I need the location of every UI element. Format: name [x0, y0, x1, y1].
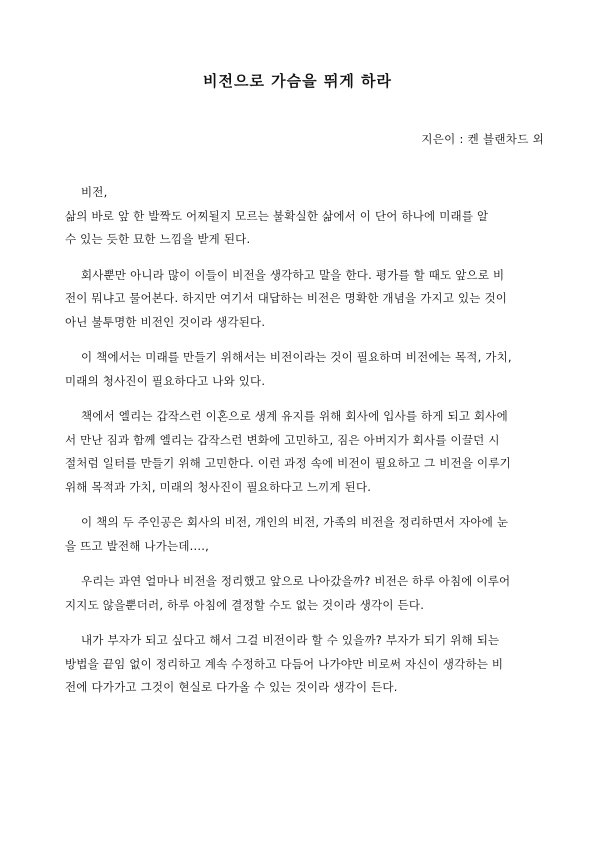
- paragraph-line: 절처럼 일터를 만들기 위해 고민한다. 이런 과정 속에 비전이 필요하고 그 비전을 이루기: [65, 456, 511, 470]
- paragraph: [65, 181, 545, 252]
- paragraph-line: 회사뿐만 아니라 많이 이들이 비전을 생각하고 말을 한다. 평가를 할 때도 앞으로 비: [81, 267, 505, 282]
- paragraph: [65, 346, 545, 393]
- paragraph-line: 아닌 불투명한 비전인 것이라 생각된다.: [65, 314, 266, 329]
- document-title: 비전으로 가슴을 뛰게 하라: [202, 72, 393, 90]
- paragraph-line: 전이 뭐냐고 물어본다. 하지만 여기서 대답하는 비전은 명확한 개념을 가지고 있는 것이: [65, 291, 508, 305]
- paragraph-line: 삶의 바로 앞 한 발짝도 어찌될지 모르는 불확실한 삶에서 이 단어 하나에 미래를 알: [65, 208, 489, 223]
- paragraph-line: 위해 목적과 가치, 미래의 청사진이 필요하다고 느끼게 된다.: [65, 479, 372, 494]
- paragraph: [65, 511, 545, 558]
- paragraph-line: 방법을 끝임 없이 정리하고 계속 수정하고 다듬어 나가야만 비로써 자신이 생각하는 비: [65, 656, 504, 671]
- document-body: [65, 181, 545, 712]
- paragraph: [65, 570, 545, 617]
- paragraph-line: 전에 다가가고 그것이 현실로 다가올 수 있는 것이라 생각이 든다.: [65, 680, 398, 694]
- paragraph: [65, 264, 545, 335]
- paragraph-line: 지지도 않을뿐더러, 하루 아침에 결정할 수도 없는 것이라 생각이 든다.: [65, 597, 425, 612]
- paragraph-line: 이 책의 두 주인공은 회사의 비전, 개인의 비전, 가족의 비전을 정리하면서 자아에 눈: [81, 515, 509, 529]
- paragraph-line: 내가 부자가 되고 싶다고 해서 그걸 비전이라 할 수 있을까? 부자가 되기 위해 되는: [81, 633, 500, 647]
- paragraph-line: 을 뜨고 발전해 나가는데....,: [65, 538, 209, 553]
- document-author: 지은이 : 켄 블랜차드 외: [421, 132, 544, 146]
- paragraph-line: 비전,: [81, 185, 108, 199]
- paragraph-line: 책에서 엘리는 갑작스런 이혼으로 생계 유지를 위해 회사에 입사를 하게 되고 회사에: [81, 409, 508, 423]
- paragraph-line: 서 만난 짐과 함께 엘리는 갑작스런 변화에 고민하고, 짐은 아버지가 회사를 이끌던 시: [65, 432, 500, 447]
- paragraph-line: 미래의 청사진이 필요하다고 나와 있다.: [65, 373, 266, 388]
- paragraph: [65, 629, 545, 700]
- paragraph-line: 우리는 과연 얼마나 비전을 정리했고 앞으로 나아갔을까? 비전은 하루 아침에 이루어: [81, 574, 511, 588]
- paragraph-line: 이 책에서는 미래를 만들기 위해서는 비전이라는 것이 필요하며 비전에는 목적, 가치,: [81, 350, 512, 364]
- paragraph-line: 수 있는 듯한 묘한 느낌을 받게 된다.: [65, 232, 251, 246]
- paragraph: [65, 405, 545, 499]
